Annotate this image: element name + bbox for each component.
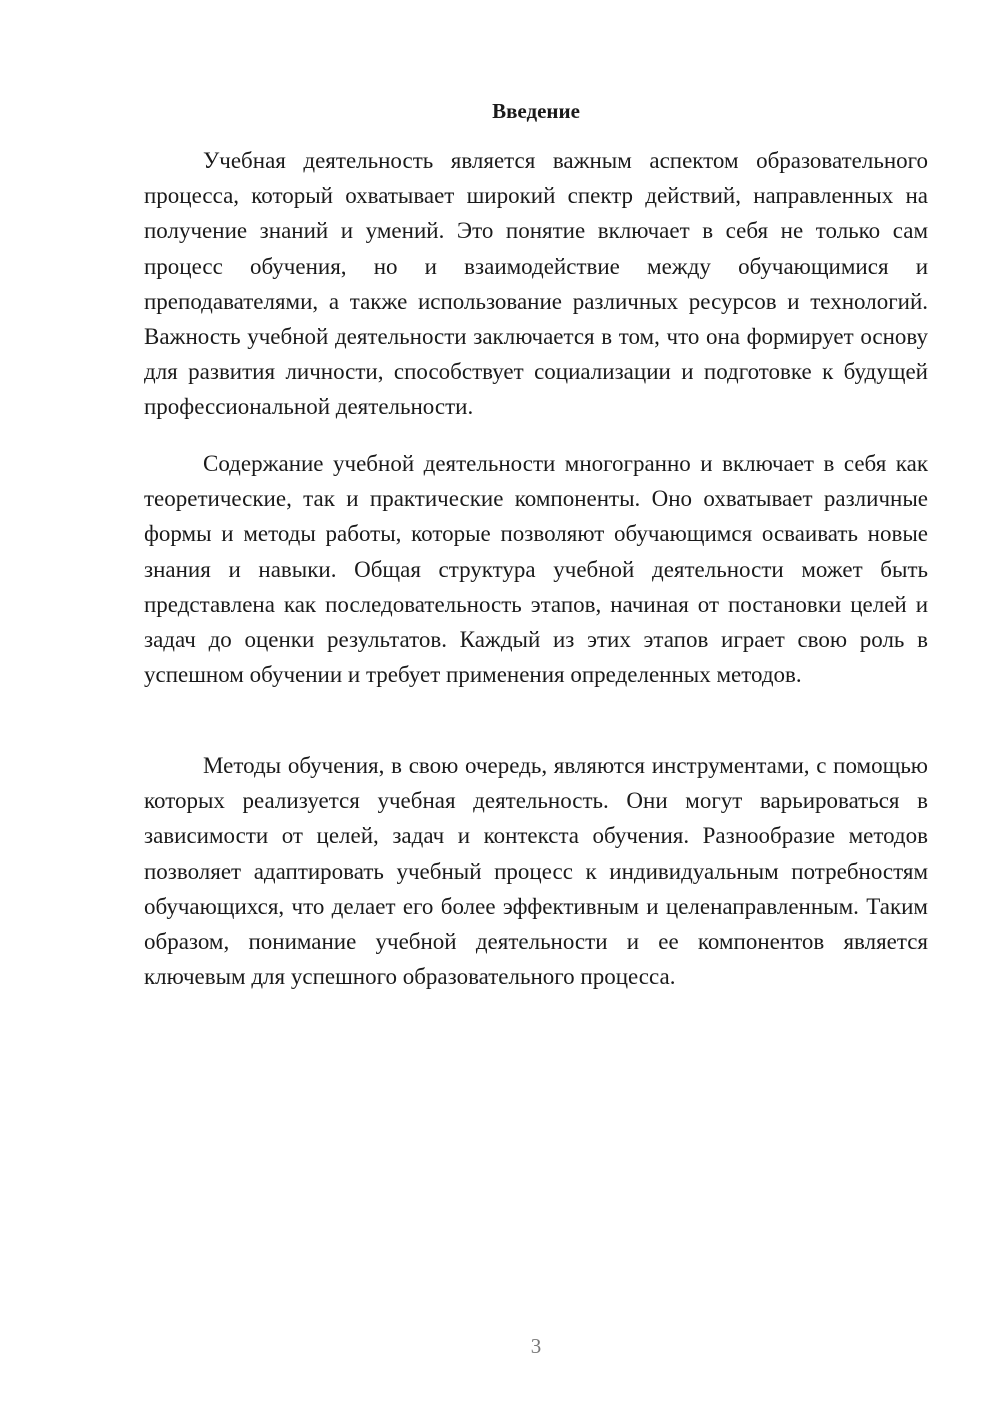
paragraph-2: Содержание учебной деятельности многогранно и включает в себя как теоретические, так и практические компоненты. Оно охватывает различные формы и методы работы, которые позволяют обучающимся осваивать новые знания и навыки. Общая структура учебной деятельности может быть представлена как последовательность этапов, начиная от постановки целей и задач до оценки результатов. Каждый из этих этапов играет свою роль в успешном обучении и требует применения определенных методов. (144, 451, 928, 688)
paragraph-1: Учебная деятельность является важным аспектом образовательного процесса, который охватывает широкий спектр действий, направленных на получение знаний и умений. Это понятие включает в себя не только сам процесс обучения, но и взаимодействие между обучающимися и преподавателями, а также использование различных ресурсов и технологий. Важность учебной деятельности заключается в том, что она формирует основу для развития личности, способствует социализации и подготовке к будущей профессиональной деятельности. (144, 148, 928, 420)
paragraph-3: Методы обучения, в свою очередь, являются инструментами, с помощью которых реализуется учебная деятельность. Они могут варьироваться в зависимости от целей, задач и контекста обучения. Разнообразие методов позволяет адаптировать учебный процесс к индивидуальным потребностям обучающихся, что делает его более эффективным и целенаправленным. Таким образом, понимание учебной деятельности и ее компонентов является ключевым для успешного образовательного процесса. (144, 753, 928, 990)
page-title: Введение (492, 99, 580, 123)
page-number: 3 (530, 1334, 542, 1358)
